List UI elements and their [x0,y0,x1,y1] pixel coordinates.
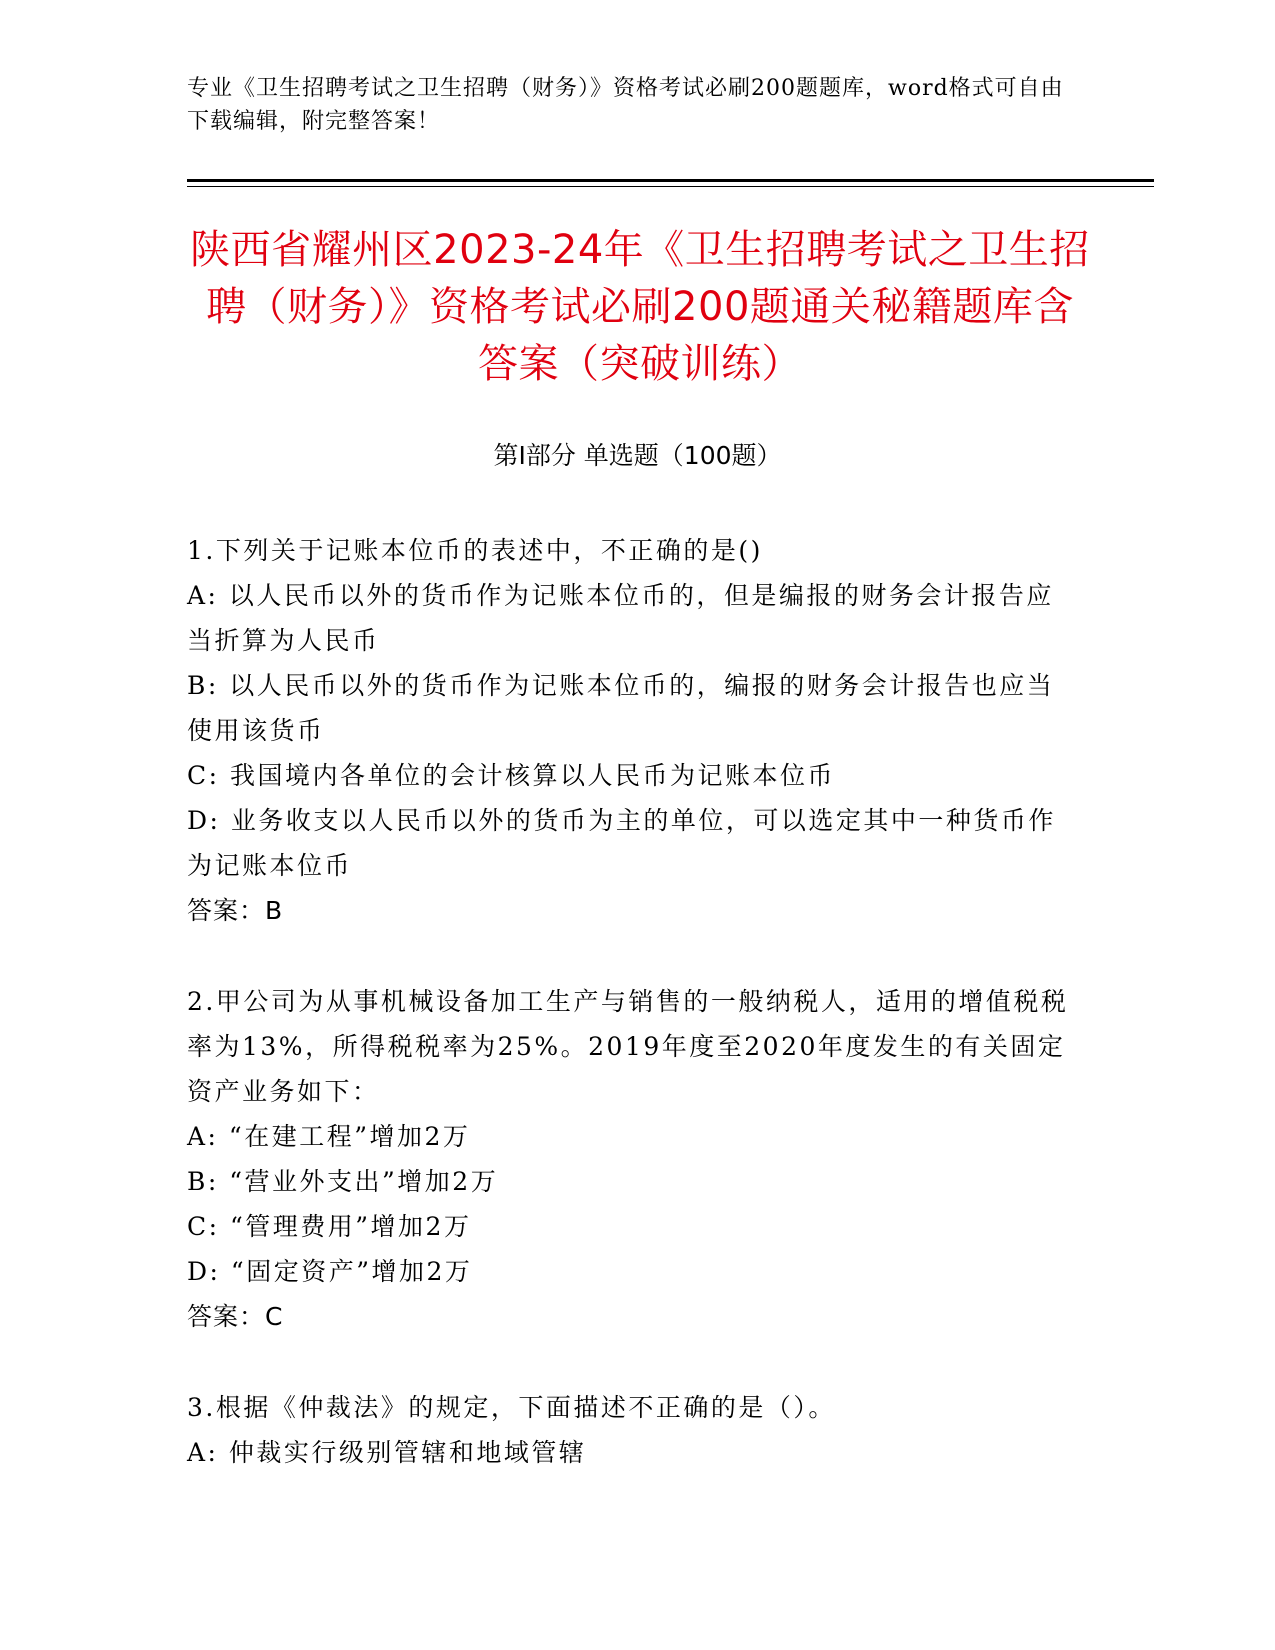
option-b: B: 以人民币以外的货币作为记账本位币的，编报的财务会计报告也应当使用该货币 [187,671,1055,745]
question-stem: 2.甲公司为从事机械设备加工生产与销售的一般纳税人，适用的增值税税率为13%，所得税税率为25%。2019年度至2020年度发生的有关固定资产业务如下： [187,987,1069,1106]
option-c: C: “管理费用”增加2万 [187,1212,472,1241]
section-title: 第Ⅰ部分 单选题（100题） [493,441,782,470]
header-note: 专业《卫生招聘考试之卫生招聘（财务）》资格考试必刷200题题库，word格式可自由下载编辑，附完整答案！ [187,76,1064,134]
question-2 [187,979,1077,1339]
option-a: A: 以人民币以外的货币作为记账本位币的，但是编报的财务会计报告应当折算为人民币 [187,581,1054,655]
question-list [187,528,1077,1521]
question-stem: 1.下列关于记账本位币的表述中，不正确的是() [187,536,763,565]
option-a: A: “在建工程”增加2万 [187,1122,471,1151]
document-title: 陕西省耀州区2023-24年《卫生招聘考试之卫生招聘（财务）》资格考试必刷200题通关秘籍题库含答案（突破训练） [190,227,1090,387]
answer: 答案：B [187,896,284,925]
header-divider-thick [187,179,1154,182]
option-b: B: “营业外支出”增加2万 [187,1167,499,1196]
option-d: D: 业务收支以人民币以外的货币为主的单位，可以选定其中一种货币作为记账本位币 [187,806,1056,880]
question-stem: 3.根据《仲裁法》的规定，下面描述不正确的是（）。 [187,1393,836,1422]
option-c: C: 我国境内各单位的会计核算以人民币为记账本位币 [187,761,836,790]
option-a: A: 仲裁实行级别管辖和地域管辖 [187,1438,587,1467]
question-1 [187,528,1077,933]
header-divider-thin [187,186,1154,187]
option-d: D: “固定资产”增加2万 [187,1257,473,1286]
question-3 [187,1385,1077,1475]
answer: 答案：C [187,1302,284,1331]
